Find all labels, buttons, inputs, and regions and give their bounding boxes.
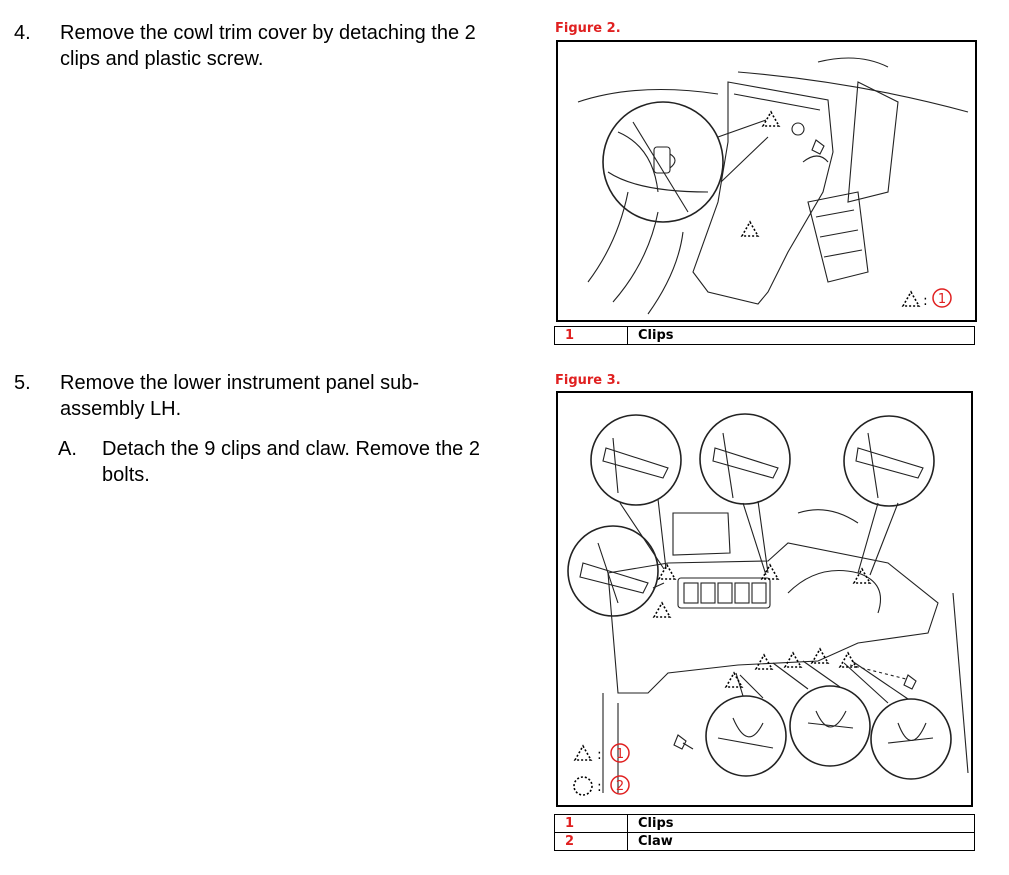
legend-label: Claw [628,833,975,851]
step-5-text: Remove the lower instrument panel sub-assembly LH. [60,372,420,420]
figure-2-caption: Figure 2. [555,21,621,36]
substep-a-letter: A. [58,438,77,460]
legend-key: 2 [555,833,628,851]
figure-2-inline-key: 1 [937,292,947,307]
figure-3-illustration [556,391,973,807]
figure-3-legend [554,814,975,851]
legend-row [555,327,975,345]
figure-2-illustration [556,40,977,322]
legend-key: 1 [555,327,628,345]
legend-label: Clips [628,815,975,833]
svg-text::: : [597,747,602,763]
step-5-number: 5. [14,372,31,394]
substep-a-text: Detach the 9 clips and claw. Remove the 2 bolts. [102,438,480,486]
legend-row [555,815,975,833]
svg-text::: : [597,779,602,795]
figure-3-inline-key-2: 2 [615,779,625,794]
svg-text::: : [923,293,928,309]
legend-key: 1 [555,815,628,833]
figure-3-caption: Figure 3. [555,373,621,388]
figure-3-inline-key-1: 1 [615,747,625,762]
legend-row [555,833,975,851]
figure-2-legend [554,326,975,345]
step-4-text: Remove the cowl trim cover by detaching the 2 clips and plastic screw. [60,22,476,70]
step-4-number: 4. [14,22,31,44]
legend-label: Clips [628,327,975,345]
